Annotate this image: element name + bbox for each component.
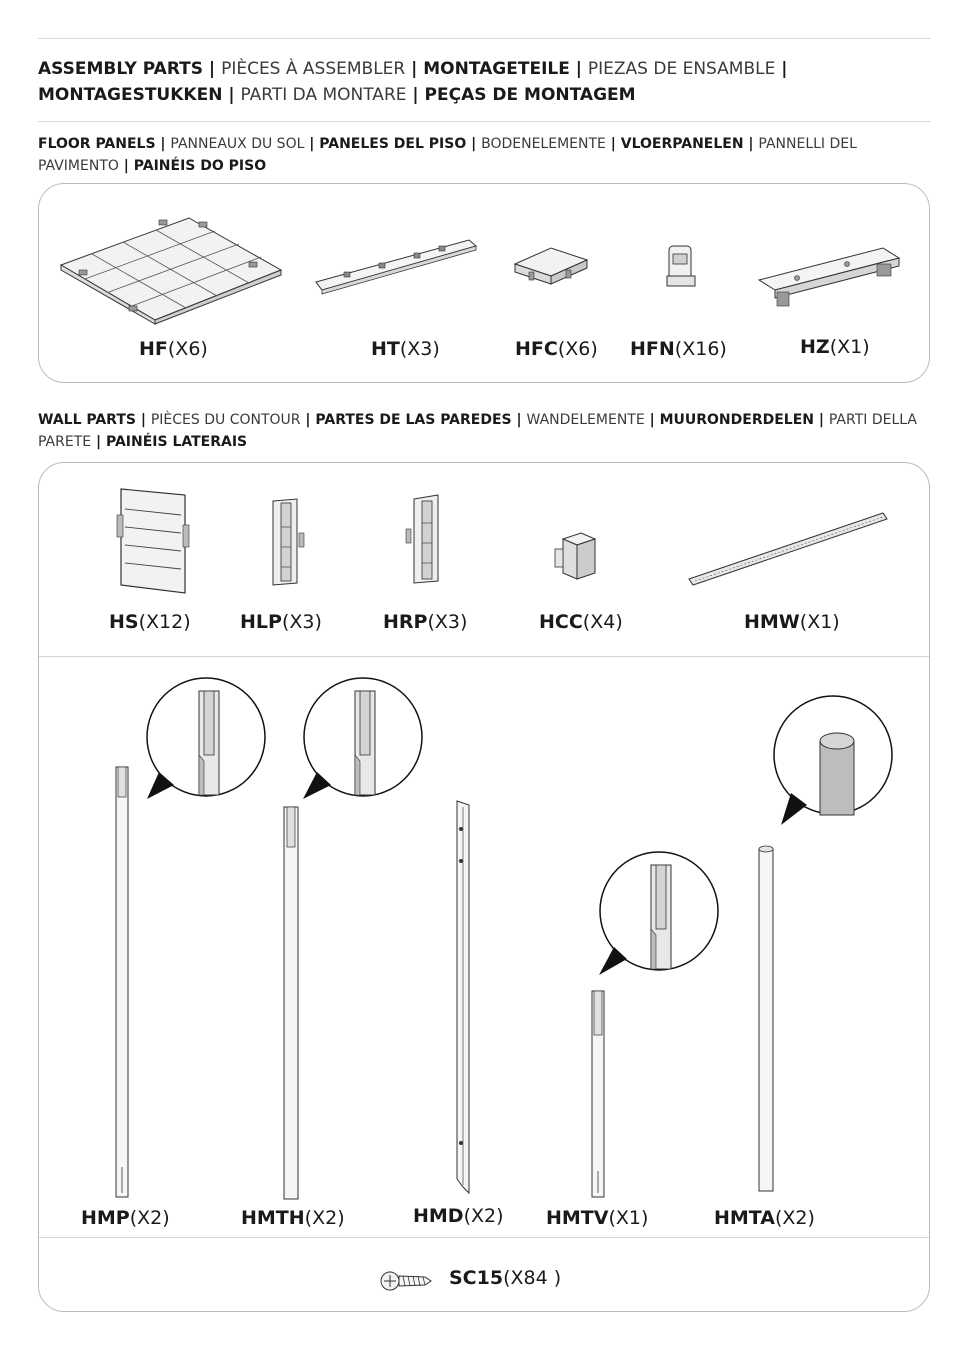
floor-section-title [38, 133, 928, 177]
hrp-right-panel-illustration [402, 493, 452, 585]
part-code: HMD [413, 1205, 464, 1227]
part-label-hf [139, 338, 208, 360]
part-code: HT [371, 338, 400, 360]
heading-segment: PARTI DA MONTARE [240, 85, 407, 105]
floor-title-segment: BODENELEMENTE [481, 136, 606, 152]
heading-segment: | [569, 59, 588, 79]
floor-title-segment: | [118, 158, 134, 174]
part-label-ht [371, 338, 440, 360]
floor-title-segment: FLOOR PANELS [38, 136, 156, 152]
wall-title-segment: PARTI DELLA PARETE [38, 412, 917, 450]
part-label-hrp [383, 611, 467, 633]
hf-floor-panel-illustration [59, 210, 284, 325]
heading-segment: ASSEMBLY PARTS [38, 59, 204, 79]
wall-title-segment: PARTES DE LAS PAREDES [315, 412, 512, 428]
page-heading [38, 56, 928, 108]
part-quantity: (X6) [557, 338, 598, 360]
part-quantity: (X2) [129, 1207, 170, 1229]
part-code: HMTA [714, 1207, 775, 1229]
floor-title-segment: PANNEAUX DU SOL [170, 136, 305, 152]
part-code: HZ [800, 336, 830, 358]
part-quantity: (X1) [608, 1207, 649, 1229]
part-quantity: (X3) [427, 611, 468, 633]
wall-title-segment: PAINÉIS LATERAIS [105, 434, 248, 450]
hz-rail-illustration [757, 244, 907, 314]
wall-title-segment: PIÈCES DU CONTOUR [150, 412, 301, 428]
hlp-left-panel-illustration [263, 497, 313, 587]
part-quantity: (X6) [167, 338, 208, 360]
screw-icon [379, 1263, 435, 1299]
part-label-hmw [744, 611, 840, 633]
floor-title-segment: | [605, 136, 621, 152]
part-code: HMTH [241, 1207, 305, 1229]
heading-segment: | [405, 59, 424, 79]
part-quantity: (X16) [674, 338, 727, 360]
part-quantity: (X2) [463, 1205, 504, 1227]
floor-title-segment: | [466, 136, 482, 152]
wall-title-segment: MUURONDERDELEN [659, 412, 814, 428]
heading-segment: MONTAGESTUKKEN [38, 85, 223, 105]
wall-parts-box [38, 462, 930, 1312]
part-quantity: (X84 ) [503, 1267, 562, 1289]
wall-title-segment: | [91, 434, 106, 450]
part-code: HFC [515, 338, 558, 360]
floor-title-segment: | [743, 136, 759, 152]
wall-title-segment: WANDELEMENTE [526, 412, 645, 428]
hcc-corner-connector-illustration [551, 529, 601, 585]
wall-title-segment: | [814, 412, 829, 428]
part-quantity: (X3) [281, 611, 322, 633]
part-code: HMP [81, 1207, 130, 1229]
wall-title-segment: | [511, 412, 527, 428]
floor-parts-box [38, 183, 930, 383]
part-label-hfn [630, 338, 727, 360]
part-code: HRP [383, 611, 428, 633]
part-label-sc15 [449, 1267, 561, 1289]
hmp-pole [116, 678, 265, 1197]
part-quantity: (X1) [799, 611, 840, 633]
part-quantity: (X3) [399, 338, 440, 360]
wall-title-segment: | [135, 412, 151, 428]
floor-title-segment: | [304, 136, 320, 152]
ht-threshold-strip-illustration [314, 234, 479, 299]
floor-title-segment: | [155, 136, 171, 152]
hfn-floor-clip-illustration [661, 240, 701, 292]
heading-segment: MONTAGETEILE [423, 59, 570, 79]
heading-segment: | [222, 85, 241, 105]
part-quantity: (X2) [775, 1207, 815, 1229]
part-label-hmta [714, 1207, 815, 1229]
part-code: HS [109, 611, 139, 633]
floor-title-segment: PANELES DEL PISO [319, 136, 467, 152]
poles-illustration [39, 657, 929, 1237]
part-code: HF [139, 338, 168, 360]
part-quantity: (X1) [829, 336, 870, 358]
heading-segment: PIÈCES À ASSEMBLER [221, 59, 406, 79]
part-label-hs [109, 611, 191, 633]
part-label-hfc [515, 338, 598, 360]
part-code: SC15 [449, 1267, 504, 1289]
part-code: HMW [744, 611, 800, 633]
heading-segment: PEÇAS DE MONTAGEM [424, 85, 636, 105]
part-code: HMTV [546, 1207, 609, 1229]
hfc-floor-connector-illustration [511, 244, 591, 288]
hs-wall-panel-illustration [115, 485, 195, 597]
wall-title-segment: | [300, 412, 316, 428]
hmw-wall-rail-illustration [687, 509, 891, 589]
part-quantity: (X4) [582, 611, 623, 633]
part-code: HFN [630, 338, 675, 360]
part-code: HCC [539, 611, 583, 633]
wall-section-title [38, 409, 928, 453]
part-label-hmd [413, 1205, 504, 1227]
part-label-hlp [240, 611, 322, 633]
heading-segment: | [203, 59, 222, 79]
part-label-hmtv [546, 1207, 648, 1229]
heading-rule [38, 121, 931, 122]
floor-title-segment: PAINÉIS DO PISO [133, 158, 267, 174]
heading-segment: | [406, 85, 425, 105]
heading-segment: PIEZAS DE ENSAMBLE [587, 59, 776, 79]
part-code: HLP [240, 611, 282, 633]
part-label-hz [800, 336, 870, 358]
screw-divider [39, 1237, 929, 1238]
part-quantity: (X12) [138, 611, 191, 633]
floor-title-segment: VLOERPANELEN [620, 136, 744, 152]
heading-segment: | [775, 59, 788, 79]
part-label-hcc [539, 611, 623, 633]
top-rule [38, 38, 931, 39]
floor-title-segment: PANNELLI DEL PAVIMENTO [38, 136, 857, 174]
wall-title-segment: | [644, 412, 660, 428]
part-label-hmp [81, 1207, 170, 1229]
part-quantity: (X2) [304, 1207, 345, 1229]
wall-title-segment: WALL PARTS [38, 412, 136, 428]
part-label-hmth [241, 1207, 345, 1229]
